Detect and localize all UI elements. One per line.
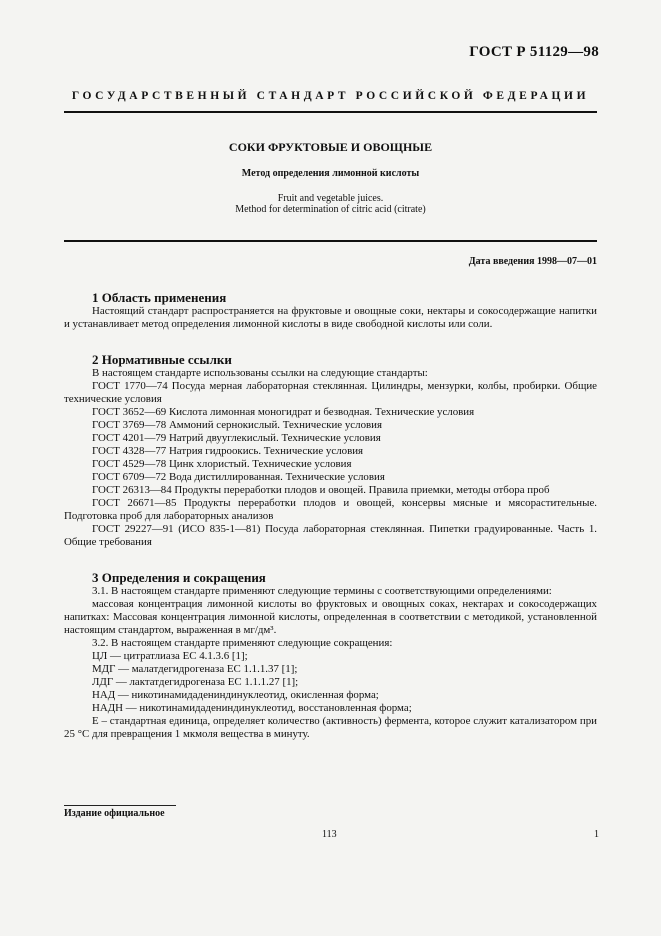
document-body	[64, 283, 597, 741]
english-title-block	[0, 193, 661, 215]
paragraph: 3.1. В настоящем стандарте применяют следующие термины с соответствующими определениями:	[92, 585, 552, 597]
standard-title: ГОСУДАРСТВЕННЫЙ СТАНДАРТ РОССИЙСКОЙ ФЕДЕРАЦИИ	[71, 90, 590, 102]
reference-item: ГОСТ 26671—85 Продукты переработки плодов и овощей, консервы мясные и мясорастительные. Подготовка проб для лабораторных анализов	[64, 497, 597, 522]
paragraph: 3.2. В настоящем стандарте применяют следующие сокращения:	[92, 637, 393, 649]
reference-item: ГОСТ 4529—78 Цинк хлористый. Технические условия	[92, 458, 352, 470]
section-heading: 2 Нормативные ссылки	[92, 352, 232, 367]
section-heading: 1 Область применения	[92, 290, 227, 305]
abbreviation-item: ЦЛ — цитратлиаза ЕС 4.1.3.6 [1];	[92, 650, 248, 662]
paragraph: В настоящем стандарте использованы ссылки на следующие стандарты:	[92, 367, 428, 379]
abbreviation-item: НАДН — никотинамидадениндинуклеотид, восстановленная форма;	[92, 702, 412, 714]
reference-item: ГОСТ 3652—69 Кислота лимонная моногидрат и безводная. Технические условия	[92, 406, 475, 418]
abbreviation-item: ЛДГ — лактатдегидрогеназа ЕС 1.1.1.27 [1];	[92, 676, 299, 688]
official-edition-label: Издание официальное	[64, 808, 165, 819]
abbreviation-item: МДГ — малатдегидрогеназа ЕС 1.1.1.37 [1];	[92, 663, 298, 675]
document-subtitle: Метод определения лимонной кислоты	[241, 168, 420, 179]
section-scope	[64, 283, 597, 331]
section-heading: 3 Определения и сокращения	[92, 570, 266, 585]
paragraph: Настоящий стандарт распространяется на фруктовые и овощные соки, нектары и сокосодержащие напитки и устанавливает метод определения лимонной кислоты в виде свободной кислоты или соли.	[64, 305, 597, 330]
paragraph: массовая концентрация лимонной кислоты во фруктовых и овощных соках, нектарах и сокосодержащих напитках: Массовая концентрация лимонной кислоты, определенная в соответствии с методикой, установленной настоящим стандартом, выраженная в мг/дм³.	[64, 598, 597, 636]
document-title: СОКИ ФРУКТОВЫЕ И ОВОЩНЫЕ	[228, 140, 433, 154]
reference-item: ГОСТ 6709—72 Вода дистиллированная. Технические условия	[92, 471, 385, 483]
english-subtitle: Method for determination of citric acid (citrate)	[235, 204, 426, 215]
top-divider	[64, 111, 597, 113]
reference-item: ГОСТ 4201—79 Натрий двууглекислый. Технические условия	[92, 432, 381, 444]
english-title: Fruit and vegetable juices.	[277, 193, 384, 204]
introduction-date: Дата введения 1998—07—01	[468, 256, 597, 267]
bottom-divider	[64, 240, 597, 242]
reference-item: ГОСТ 1770—74 Посуда мерная лабораторная стеклянная. Цилиндры, мензурки, колбы, пробирки. Общие технические условия	[64, 380, 597, 405]
gost-number: ГОСТ Р 51129—98	[469, 44, 599, 60]
reference-item: ГОСТ 4328—77 Натрия гидроокись. Технические условия	[92, 445, 364, 457]
reference-item: ГОСТ 26313—84 Продукты переработки плодов и овощей. Правила приемки, методы отбора проб	[92, 484, 550, 496]
section-definitions	[64, 563, 597, 741]
abbreviation-item: НАД — никотинамидадениндинуклеотид, окисленная форма;	[92, 689, 379, 701]
page-number: 113	[322, 829, 337, 840]
reference-item: ГОСТ 3769—78 Аммоний сернокислый. Технические условия	[92, 419, 383, 431]
section-references	[64, 345, 597, 549]
paragraph: Е – стандартная единица, определяет количество (активность) фермента, которое служит катализатором при 25 °С для превращения 1 мкмоля вещества в минуту.	[64, 715, 597, 740]
reference-item: ГОСТ 29227—91 (ИСО 835-1—81) Посуда лабораторная стеклянная. Пипетки градуированные. Часть 1. Общие требования	[64, 523, 597, 548]
sheet-number: 1	[594, 829, 599, 840]
footer-divider	[64, 805, 176, 806]
